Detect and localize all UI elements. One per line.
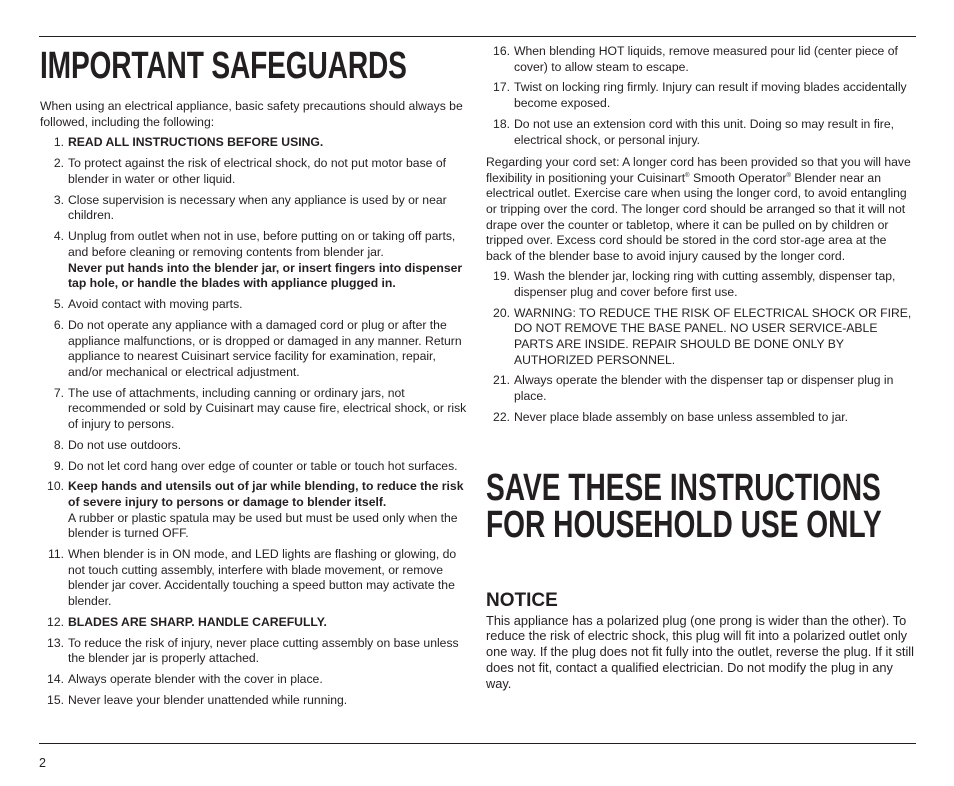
- list-item: 20. WARNING: TO REDUCE THE RISK OF ELECTRICAL SHOCK OR FIRE, DO NOT REMOVE THE BASE PANEL. NO USER SERVICE-ABLE PARTS ARE INSIDE. REPAIR SHOULD BE DONE ONLY BY AUTHORIZED PERSONNEL.: [493, 305, 912, 367]
- list-item: 7. The use of attachments, including canning or ordinary jars, not recommended or sold by Cuisinart may cause fire, electrical shock, or risk of injury to persons.: [53, 385, 467, 431]
- list-item: 19. Wash the blender jar, locking ring with cutting assembly, dispenser tap, dispenser plug and cover before first use.: [493, 269, 896, 299]
- list-item: 16. When blending HOT liquids, remove measured pour lid (center piece of cover) to allow steam to escape.: [493, 44, 898, 74]
- list-item: 3. Close supervision is necessary when any appliance is used by or near children.: [53, 192, 447, 223]
- list-item: 15. Never leave your blender unattended while running.: [47, 693, 348, 708]
- intro-paragraph: When using an electrical appliance, basic safety precautions should always be followed, including the following:: [40, 99, 463, 129]
- registered-mark: ®: [786, 172, 791, 179]
- list-item: 4. Unplug from outlet when not in use, before putting on or taking off parts, and before cleaning or removing contents from blender jar. Never put hands into the blender jar, or insert fingers into dispenser tap hole, or handle the blades with appliance plugged in.: [40, 229, 468, 291]
- list-item: 9. Do not let cord hang over edge of counter or table or touch hot surfaces.: [53, 458, 458, 473]
- notice-heading: NOTICE: [486, 589, 558, 611]
- bottom-rule: [39, 743, 916, 744]
- right-column: [486, 37, 914, 692]
- registered-mark: ®: [685, 172, 690, 179]
- bold-warning: Never put hands into the blender jar, or insert fingers into dispenser tap hole, or handle the blades with appliance plugged in.: [68, 260, 463, 291]
- safeguard-list-final: [486, 269, 914, 425]
- safeguard-list: [40, 135, 468, 708]
- page-number: 2: [39, 756, 46, 770]
- list-item: 12. BLADES ARE SHARP. HANDLE CAREFULLY.: [47, 614, 327, 629]
- page-title: IMPORTANT SAFEGUARDS: [40, 45, 407, 87]
- list-item: 10. Keep hands and utensils out of jar while blending, to reduce the risk of severe injury to persons or damage to blender itself. A rubber or plastic spatula may be used but must be used only when the blender is turned OFF.: [47, 479, 464, 541]
- list-item: 18. Do not use an extension cord with this unit. Doing so may result in fire, electrical shock, or personal injury.: [493, 116, 895, 147]
- list-item: 8. Do not use outdoors.: [53, 437, 182, 452]
- list-item: 14. Always operate blender with the cover in place.: [47, 672, 323, 687]
- left-column: [40, 37, 468, 709]
- list-item: 22. Never place blade assembly on base unless assembled to jar.: [493, 409, 848, 424]
- notice-paragraph: This appliance has a polarized plug (one prong is wider than the other). To reduce the risk of electric shock, this plug will fit into a polarized outlet only one way. If the plug does not fit fully into the outlet, reverse the plug. If it still does not fit, contact a qualified electrician. Do not modify the plug in any way.: [486, 612, 914, 691]
- list-item: 6. Do not operate any appliance with a damaged cord or plug or after the appliance malfunctions, or is dropped or damaged in any manner. Return appliance to nearest Cuisinart service facility for examination, repair, and/or mechanical or electrical adjustment.: [53, 317, 462, 379]
- cord-set-paragraph: Regarding your cord set: A longer cord has been provided so that you will have flexibility in positioning your Cuisinart® Smooth Operator® Blender near an electrical outlet. Exercise care when using the longer cord, to avoid entangling or tripping over the cord. The longer cord should be arranged so that it will not drape over the counter or tabletop, where it can be pulled on by children or tripped over. Excess cord should be stored in the cord stor-age area at the back of the blender base to avoid injury caused by the longer cord.: [486, 155, 911, 263]
- safeguard-list-continued: [486, 44, 914, 148]
- list-item: 13. To reduce the risk of injury, never place cutting assembly on base unless the blender jar is properly attached.: [47, 635, 459, 666]
- list-item: 21. Always operate the blender with the dispenser tap or dispenser plug in place.: [493, 373, 894, 404]
- save-instructions-heading: SAVE THESE INSTRUCTIONS FOR HOUSEHOLD USE ONLY: [486, 466, 882, 546]
- list-item: 11. When blender is in ON mode, and LED lights are flashing or glowing, do not touch cutting assembly, interfere with blade movement, or remove blender jar cover. Accidentally touching a speed button may activate the blender.: [47, 547, 457, 608]
- list-item: 2. To protect against the risk of electrical shock, do not put motor base of blender in water or other liquid.: [53, 156, 447, 186]
- list-item: 1. READ ALL INSTRUCTIONS BEFORE USING.: [53, 135, 324, 150]
- list-item: 17. Twist on locking ring firmly. Injury can result if moving blades accidentally become exposed.: [493, 80, 907, 111]
- list-item: 5. Avoid contact with moving parts.: [53, 297, 243, 312]
